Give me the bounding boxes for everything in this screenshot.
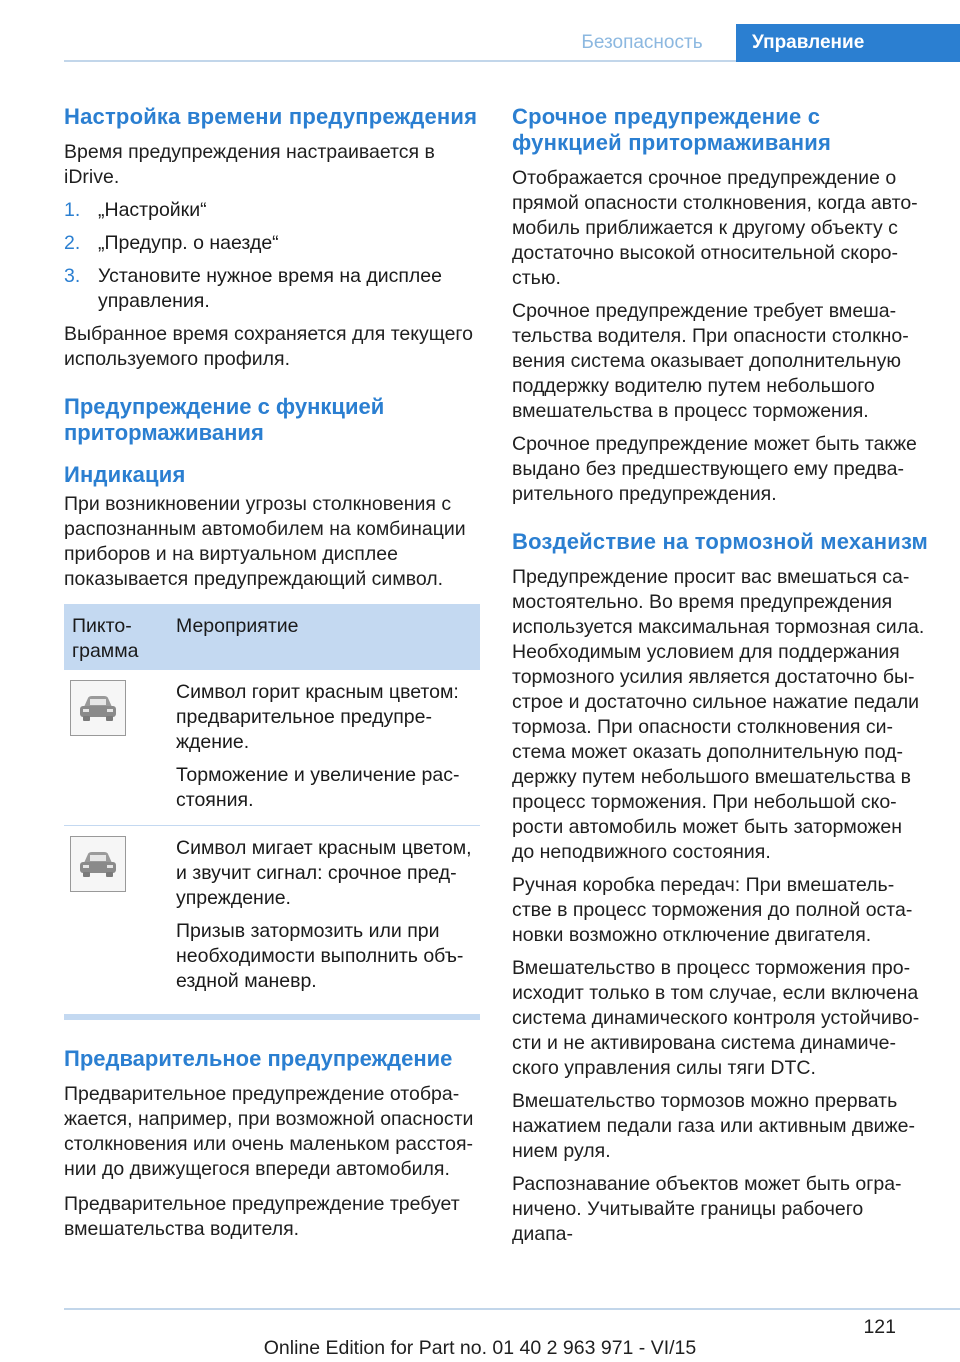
symbol-table <box>64 604 480 1020</box>
car-warning-icon <box>70 680 126 736</box>
tab-driving[interactable]: Управление <box>736 24 960 62</box>
footer-rule <box>64 1308 960 1310</box>
list-number: 3. <box>64 265 81 287</box>
list-text: Установите нужное время на дисплее управления. <box>98 265 443 312</box>
paragraph-brake-2: Ручная коробка передач: При вмешатель-стве в процесс торможения до полной оста-новки возможно отключение двигателя. <box>512 874 913 946</box>
table-header <box>64 604 480 670</box>
paragraph-urgent-1: Отображается срочное предупреждение о прямой опасности столкновения, когда авто-мобиль приближается к другому объекту с достаточно высокой относительной скоро-стью. <box>512 167 918 289</box>
list-text: „Предупр. о наезде“ <box>98 232 279 254</box>
list-item <box>64 231 480 256</box>
page-number: 121 <box>863 1316 896 1338</box>
paragraph-brake-3: Вмешательство в процесс торможения про-исходит только в том случае, если включена система динамического контроля устойчиво-сти и не активирована система динамиче-ского управления силы тяги DTC. <box>512 957 920 1079</box>
right-column <box>512 104 928 1247</box>
heading-braking-warning: Предупреждение с функцией притормаживания <box>64 394 385 445</box>
heading-urgent-warning: Срочное предупреждение с функцией притормаживания <box>512 104 831 155</box>
tab-safety[interactable]: Безопасность <box>581 32 703 53</box>
list-number: 2. <box>64 232 81 254</box>
row-text-primary: Символ горит красным цветом: предварительное предупре-ждение. <box>176 681 459 753</box>
paragraph-brake-4: Вмешательство тормозов можно прервать нажатием педали газа или активным движе-нием руля. <box>512 1090 915 1162</box>
car-warning-icon <box>70 836 126 892</box>
list-number: 1. <box>64 199 81 221</box>
heading-prewarning: Предварительное предупреждение <box>64 1046 453 1071</box>
paragraph-indication: При возникновении угрозы столкновения с распознанным автомобилем на комбинации приборов и на виртуальном дисплее показывается предупреждающий символ. <box>64 493 466 590</box>
table-row <box>64 826 480 1006</box>
heading-warning-time: Настройка времени предупреждения <box>64 104 478 129</box>
list-item <box>64 264 480 314</box>
table-row <box>64 670 480 826</box>
steps-list <box>64 198 480 314</box>
paragraph-saved: Выбранное время сохраняется для текущего используемого профиля. <box>64 323 473 370</box>
table-bottom-rule <box>64 1014 480 1020</box>
paragraph-brake-1: Предупреждение просит вас вмешаться са-мостоятельно. Во время предупреждения используется максимальная тормозная сила. Необходимым условием для поддержания тормозного усилия является достаточно бы-строе и достаточно сильное нажатие педали тормоза. При опасности столкновения си-стема может оказать дополнительную под-держку путем небольшого вмешательства в процесс торможения. При небольшой ско-рости автомобиль может быть заторможен до неподвижного состояния. <box>512 566 925 863</box>
paragraph-setting: Время предупреждения настраивается в iDrive. <box>64 141 435 188</box>
paragraph-brake-5: Распознавание объектов может быть огра-ничено. Учитывайте границы рабочего диапа- <box>512 1173 902 1245</box>
list-text: „Настройки“ <box>98 199 207 221</box>
list-item <box>64 198 480 223</box>
row-text-secondary: Торможение и увеличение рас-стояния. <box>176 764 460 811</box>
col-header-pictogram: Пикто-грамма <box>72 615 139 662</box>
row-text-secondary: Призыв затормозить или при необходимости выполнить объ-ездной маневр. <box>176 920 464 992</box>
paragraph-prewarning-1: Предварительное предупреждение отобра-жается, например, при возможной опасности столкновения или очень маленьком расстоя-нии до движущегося впереди автомобиля. <box>64 1083 474 1180</box>
heading-brake-action: Воздействие на тормозной механизм <box>512 529 929 554</box>
paragraph-urgent-3: Срочное предупреждение может быть также выдано без предшествующего ему предва-рительного предупреждения. <box>512 433 917 505</box>
left-column <box>64 104 480 1242</box>
heading-indication: Индикация <box>64 462 186 487</box>
paragraph-prewarning-2: Предварительное предупреждение требует вмешательства водителя. <box>64 1193 460 1240</box>
col-header-measure: Мероприятие <box>176 615 299 637</box>
edition-note: Online Edition for Part no. 01 40 2 963 971 - VI/15 <box>263 1337 697 1359</box>
paragraph-urgent-2: Срочное предупреждение требует вмеша-тельства водителя. При опасности столкно-вения система оказывает дополнительную поддержку водителю путем небольшого вмешательства в процесс торможения. <box>512 300 909 422</box>
row-text-primary: Символ мигает красным цветом, и звучит сигнал: срочное пред-упреждение. <box>176 837 472 909</box>
